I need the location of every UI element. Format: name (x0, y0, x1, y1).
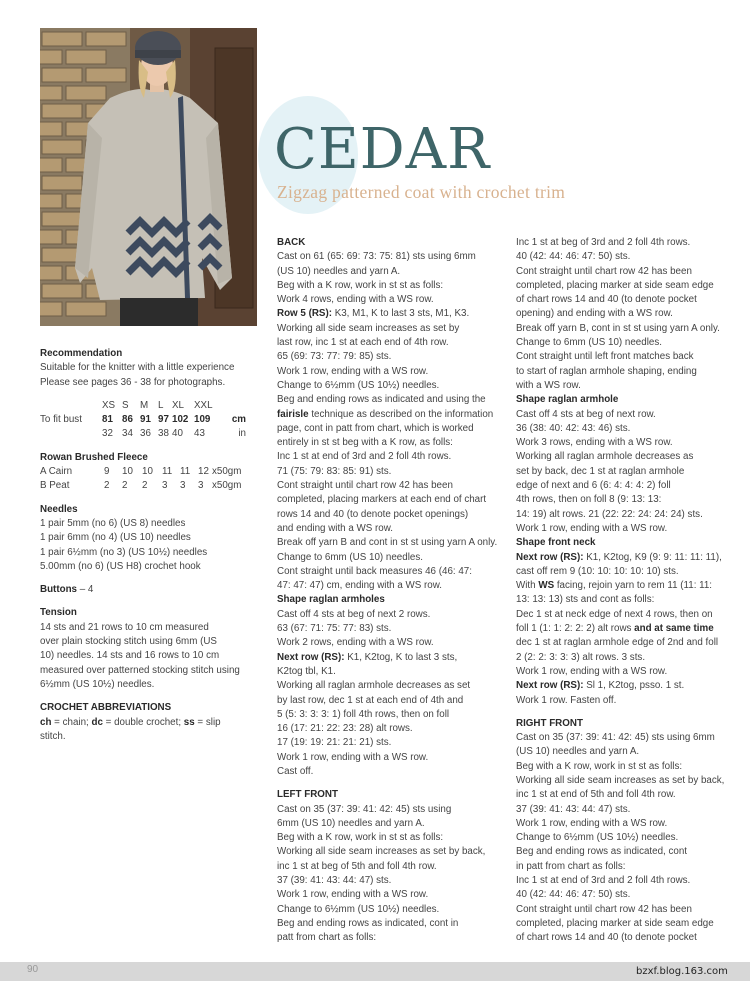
tension-line: over plain stocking stitch using 6mm (US (40, 636, 217, 648)
text-line: Inc 1 st at beg of 3rd and 2 foll 4th rows. (516, 237, 691, 248)
size-in: 38 (158, 428, 169, 440)
text-line: Work 2 rows, ending with a WS row. (277, 637, 434, 649)
text-line: opening) and ending with a WS row. (516, 308, 673, 320)
yarn-label: B Peat (40, 480, 70, 492)
text-line: Cast off 4 sts at beg of next 2 rows. (277, 608, 431, 620)
size-header: L (158, 399, 164, 411)
text-line: Cont straight until chart row 42 has been (277, 480, 453, 492)
size-cm: 81 (102, 414, 113, 426)
buttons-heading: Buttons (40, 584, 78, 596)
tension-line: 10) needles. 14 sts and 16 rows to 10 cm (40, 650, 220, 662)
text-line: Cast off 4 sts at beg of next row. (516, 408, 656, 420)
text-line: Cast on 61 (65: 69: 73: 75: 81) sts using 6mm (277, 251, 476, 263)
yarn-qty: 3 (180, 480, 186, 492)
cm-unit: cm (231, 414, 246, 426)
needles-line: 5.00mm (no 6) (US H8) crochet hook (40, 560, 201, 572)
text-line: completed, placing markers at each end of chart (277, 494, 487, 506)
text-line: inc 1 st at end of 5th and foll 4th row. (516, 789, 676, 801)
text-line: 71 (75: 79: 83: 85: 91) sts. (277, 465, 392, 477)
text-line: Work 4 rows, ending with a WS row. (277, 294, 434, 306)
shape-raglan-heading: Shape raglan armholes (277, 594, 385, 606)
abbr-term: dc (91, 716, 103, 728)
text-line: 13: 13: 13) sts and cont as folls: (516, 594, 655, 606)
text-line: by last row, dec 1 st at each end of 4th and (277, 694, 464, 706)
yarn-qty: 10 (142, 466, 153, 478)
yarn-qty: 9 (104, 466, 110, 478)
text-line: Cast off. (277, 765, 314, 777)
yarn-qty: 11 (180, 466, 191, 478)
yarn-qty: 10 (122, 466, 133, 478)
text-line: Working all raglan armhole decreases as set (277, 680, 471, 692)
size-header: XXL (194, 399, 213, 411)
recommendation-line: Please see pages 36 - 38 for photographs. (40, 376, 226, 388)
text-line: Change to 6mm (US 10) needles. (277, 551, 423, 563)
yarn-label: A Cairn (40, 466, 73, 478)
text-line: Working all raglan armhole decreases as (516, 451, 694, 463)
woman-in-coat-image (40, 28, 257, 326)
text-line: entirely in st st beg with a K row, as folls: (277, 437, 453, 449)
text-line: 2 (2: 2: 3: 3: 3) alt rows. 3 sts. (516, 651, 646, 663)
right-column (516, 236, 746, 946)
text-line: 36 (38: 40: 42: 43: 46) sts. (516, 422, 631, 434)
text-line: Beg and ending rows as indicated, cont (516, 846, 688, 858)
text-line: Work 1 row, ending with a WS row. (516, 665, 668, 677)
yarn-heading: Rowan Brushed Fleece (40, 451, 148, 463)
text-line: Cast on 35 (37: 39: 41: 42: 45) sts using (277, 803, 452, 815)
yarn-table (40, 465, 241, 494)
fit-bust-label: To fit bust (40, 414, 82, 426)
text-line: edge of next and 6 (6: 4: 4: 4: 2) foll (516, 480, 671, 492)
text-line: (US 10) needles and yarn A. (277, 265, 401, 277)
tension-heading: Tension (40, 607, 77, 619)
text-line: With WS facing, rejoin yarn to rem 11 (11: 11: (516, 580, 713, 592)
abbr-term: ch (40, 716, 52, 728)
text-line: (US 10) needles and yarn A. (516, 746, 640, 758)
size-cm: 102 (172, 414, 189, 426)
text-line: Change to 6mm (US 10) needles. (516, 337, 662, 349)
tension-line: 6½mm (US 10½) needles. (40, 678, 155, 690)
size-in: 40 (172, 428, 183, 440)
shape-front-neck-heading: Shape front neck (516, 537, 596, 549)
needles-line: 1 pair 6mm (no 4) (US 10) needles (40, 532, 191, 544)
size-header: XL (172, 399, 184, 411)
yarn-unit: x50gm (212, 480, 242, 492)
size-in: 34 (122, 428, 133, 440)
middle-column (277, 236, 509, 946)
text-line: set by back, dec 1 st at raglan armhole (516, 465, 685, 477)
text-line: Beg with a K row, work in st st as folls: (516, 760, 683, 772)
buttons-count: – 4 (77, 584, 94, 596)
text-line: 37 (39: 41: 43: 44: 47) sts. (516, 803, 631, 815)
size-header: M (140, 399, 149, 411)
text-line: 5 (5: 3: 3: 3: 1) foll 4th rows, then on foll (277, 708, 450, 720)
crochet-line: ch = chain; dc = double crochet; ss = slip (40, 716, 221, 728)
left-column (40, 347, 268, 744)
text-line: 47: 47: 47) cm, ending with a WS row. (277, 580, 442, 592)
text-line: Break off yarn B, cont in st st using yarn A only. (516, 322, 720, 334)
abbr-term: ss (183, 716, 195, 728)
text-line: Beg and ending rows as indicated, cont in (277, 917, 459, 929)
text-line: of chart rows 14 and 40 (to denote pocket (516, 294, 697, 306)
text-line: cast off rem 9 (10: 10: 10: 10: 10) sts. (516, 565, 679, 577)
yarn-qty: 2 (142, 480, 148, 492)
text-line: Change to 6½mm (US 10½) needles. (277, 903, 440, 915)
yarn-qty: 2 (122, 480, 128, 492)
text-line: 40 (42: 44: 46: 47: 50) sts. (516, 889, 631, 901)
text-line: Work 1 row, ending with a WS row. (277, 751, 429, 763)
text-line: fairisle technique as described on the information (277, 408, 494, 420)
yarn-qty: 12 (198, 466, 209, 478)
text-line: Beg and ending rows as indicated and using the (277, 394, 486, 406)
model-photo (40, 28, 257, 326)
page-number: 90 (27, 964, 39, 975)
text-line: rows 14 and 40 (to denote pocket openings) (277, 508, 469, 520)
text-line: Next row (RS): Sl 1, K2tog, psso. 1 st. (516, 680, 685, 692)
in-unit: in (238, 428, 246, 440)
text-line: of chart rows 14 and 40 (to denote pocket (516, 932, 697, 944)
text-line: Beg with a K row, work in st st as folls: (277, 832, 444, 844)
text-line: with a WS row. (516, 379, 581, 391)
pattern-subtitle: Zigzag patterned coat with crochet trim (277, 182, 566, 202)
watermark: bzxf.blog.163.com (636, 966, 728, 977)
text-line: patt from chart as folls: (277, 932, 377, 944)
size-in: 43 (194, 428, 205, 440)
shape-raglan-armhole-heading: Shape raglan armhole (516, 394, 619, 406)
text-line: Working all side seam increases as set by (277, 322, 460, 334)
pattern-title: CEDAR (274, 117, 491, 182)
text-line: 63 (67: 71: 75: 77: 83) sts. (277, 623, 392, 635)
size-in: 36 (140, 428, 151, 440)
text-line: Inc 1 st at end of 3rd and 2 foll 4th rows. (277, 451, 452, 463)
text-line: Cont straight until back measures 46 (46: 47: (277, 565, 472, 577)
text-line: completed, placing marker at side seam edge (516, 917, 714, 929)
text-line: to start of raglan armhole shaping, ending (516, 365, 697, 377)
text-line: 16 (17: 21: 22: 23: 28) alt rows. (277, 723, 413, 735)
text-line: Dec 1 st at neck edge of next 4 rows, then on (516, 608, 713, 620)
text-line: Work 1 row. Fasten off. (516, 694, 617, 706)
text-line: Row 5 (RS): K3, M1, K to last 3 sts, M1, K3. (277, 308, 470, 320)
needles-line: 1 pair 5mm (no 6) (US 8) needles (40, 517, 186, 529)
text-line: Work 1 row, ending with a WS row. (277, 889, 429, 901)
text-line: 6mm (US 10) needles and yarn A. (277, 817, 425, 829)
text-line: Cont straight until chart row 42 has been (516, 903, 692, 915)
size-cm: 109 (194, 414, 211, 426)
text-line: Work 1 row, ending with a WS row. (516, 522, 668, 534)
text-line: 4th rows, then on foll 8 (9: 13: 13: (516, 494, 662, 506)
right-front-heading: RIGHT FRONT (516, 717, 583, 729)
text-line: Change to 6½mm (US 10½) needles. (516, 832, 679, 844)
tension-line: 14 sts and 21 rows to 10 cm measured (40, 621, 209, 633)
sizes-table (40, 399, 246, 442)
text-line: last row, inc 1 st at each end of 4th row. (277, 337, 449, 349)
size-cm: 97 (158, 414, 169, 426)
text-line: Work 1 row, ending with a WS row. (277, 365, 429, 377)
recommendation-heading: Recommendation (40, 348, 123, 359)
size-in: 32 (102, 428, 113, 440)
text-line: foll 1 (1: 1: 2: 2: 2) alt rows and at same time (516, 623, 714, 635)
crochet-line: stitch. (40, 730, 66, 742)
text-line: dec 1 st at raglan armhole edge of 2nd and foll (516, 637, 719, 649)
text-line: Break off yarn B and cont in st st using yarn A only. (277, 537, 498, 549)
text-line: inc 1 st at beg of 5th and foll 4th row. (277, 860, 437, 872)
text-line: Beg with a K row, work in st st as folls: (277, 279, 444, 291)
text-line: and ending with a WS row. (277, 522, 393, 534)
text-line: 17 (19: 19: 21: 21: 21) sts. (277, 737, 392, 749)
text-line: in patt from chart as folls: (516, 860, 626, 872)
text-line: Change to 6½mm (US 10½) needles. (277, 379, 440, 391)
left-front-heading: LEFT FRONT (277, 789, 338, 801)
text-line: 37 (39: 41: 43: 44: 47) sts. (277, 875, 392, 887)
yarn-qty: 2 (104, 480, 110, 492)
yarn-qty: 3 (198, 480, 204, 492)
text-line: Next row (RS): K1, K2tog, K to last 3 sts, (277, 651, 458, 663)
text-line: Next row (RS): K1, K2tog, K9 (9: 9: 11: 11: 11), (516, 551, 722, 563)
text-line: Work 3 rows, ending with a WS row. (516, 437, 673, 449)
yarn-qty: 3 (162, 480, 168, 492)
text-line: Working all side seam increases as set by back, (277, 846, 486, 858)
text-line: Work 1 row, ending with a WS row. (516, 817, 668, 829)
text-line: K2tog tbl, K1. (277, 665, 336, 677)
back-heading: BACK (277, 237, 306, 248)
text-line: Inc 1 st at end of 3rd and 2 foll 4th rows. (516, 875, 691, 887)
text-line: 14: 19) alt rows. 21 (22: 22: 24: 24: 24) sts. (516, 508, 703, 520)
recommendation-line: Suitable for the knitter with a little experience (40, 362, 235, 374)
tension-line: measured over patterned stocking stitch using (40, 664, 240, 676)
text-line: 65 (69: 73: 77: 79: 85) sts. (277, 351, 392, 363)
size-header: S (122, 399, 129, 411)
text-line: page, cont in patt from chart, which is worked (277, 422, 474, 434)
size-header: XS (102, 399, 116, 411)
text-line: 40 (42: 44: 46: 47: 50) sts. (516, 251, 631, 263)
text-line: Cast on 35 (37: 39: 41: 42: 45) sts using 6mm (516, 732, 715, 744)
text-line: Working all side seam increases as set by back, (516, 774, 725, 786)
size-cm: 86 (122, 414, 133, 426)
text-line: completed, placing marker at side seam edge (516, 279, 714, 291)
crochet-heading: CROCHET ABBREVIATIONS (40, 702, 172, 714)
yarn-unit: x50gm (212, 466, 242, 478)
yarn-qty: 11 (162, 466, 173, 478)
size-cm: 91 (140, 414, 151, 426)
text-line: Cont straight until left front matches back (516, 351, 694, 363)
needles-heading: Needles (40, 503, 78, 515)
needles-line: 1 pair 6½mm (no 3) (US 10½) needles (40, 546, 208, 558)
text-line: Cont straight until chart row 42 has been (516, 265, 692, 277)
